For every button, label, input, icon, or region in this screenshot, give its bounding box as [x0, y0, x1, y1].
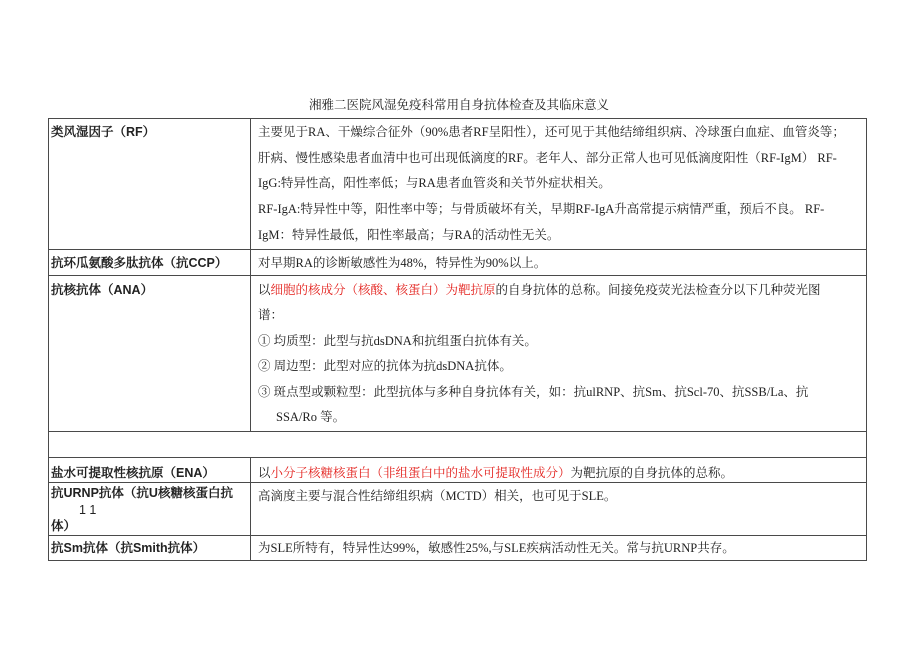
empty-cell	[49, 432, 867, 458]
highlighted-text: 小分子核糖核蛋白（非组蛋白中的盐水可提取性成分）	[270, 466, 571, 481]
heading-subscript-line: 1 1	[79, 502, 97, 517]
row-heading	[49, 483, 251, 536]
row-description	[251, 275, 867, 432]
heading-line: 抗URNP抗体（抗U核糖核蛋白抗	[51, 486, 233, 501]
description-line	[258, 278, 866, 304]
highlighted-text: 细胞的核成分（核酸、核蛋白）为靶抗原	[270, 282, 496, 297]
table-row	[49, 249, 867, 275]
description-line: 谱：	[258, 308, 284, 323]
intro-text: 以	[258, 466, 271, 481]
row-heading: 类风湿因子（RF）	[49, 119, 251, 250]
table-row	[49, 535, 867, 560]
description-line: 主要见于RA、干燥综合征外（90%患者RF呈阳性），还可见于其他结缔组织病、冷球蛋白血症、血管炎等；	[258, 125, 845, 139]
table-row	[49, 275, 867, 432]
description-line: IgM：特异性最低，阳性率最高；与RA的活动性无关。	[258, 227, 560, 242]
pattern-peripheral: ② 周边型：此型对应的抗体为抗dsDNA抗体。	[258, 359, 512, 374]
row-heading: 抗Sm抗体（抗Smith抗体）	[49, 535, 251, 560]
pattern-speckled: ③ 斑点型或颗粒型：此型抗体与多种自身抗体有关，如：抗ulRNP、抗Sm、抗Scl-70、抗SSB/La、抗	[258, 384, 809, 399]
heading-line: 体）	[51, 519, 77, 534]
document-title: 湘雅二医院风湿免疫科常用自身抗体检查及其临床意义	[308, 98, 609, 112]
description-line: 为SLE所特有，特异性达99%，敏感性25%,与SLE疾病活动性无关。常与抗URNP共存。	[258, 540, 735, 555]
intro-text: 以	[258, 282, 271, 297]
description-line: RF-IgA:特异性中等，阳性率中等；与骨质破坏有关，早期RF-IgA升高常提示病情严重，预后不良。 RF-	[258, 202, 825, 217]
table-row	[49, 119, 867, 250]
description-line: IgG:特异性高，阳性率低；与RA患者血管炎和关节外症状相关。	[258, 176, 611, 191]
intro-text: 的自身抗体的总称。间接免疫荧光法检查分以下几种荧光图	[495, 282, 821, 297]
pattern-homogeneous: ① 均质型：此型与抗dsDNA和抗组蛋白抗体有关。	[258, 333, 537, 348]
intro-text: 为靶抗原的自身抗体的总称。	[570, 466, 734, 481]
row-description	[251, 535, 867, 560]
empty-row	[49, 432, 867, 458]
pattern-speckled-continued: SSA/Ro 等。	[276, 410, 346, 425]
description-line	[258, 464, 866, 482]
row-description	[251, 483, 867, 536]
row-description	[251, 119, 867, 250]
description-line: 肝病、慢性感染患者血清中也可出现低滴度的RF。老年人、部分正常人也可见低滴度阳性（RF-IgM） RF-	[258, 150, 837, 165]
description-line: 对早期RA的诊断敏感性为48%，特异性为90%以上。	[258, 255, 547, 270]
antibody-table	[48, 118, 867, 561]
row-heading: 盐水可提取性核抗原（ENA）	[49, 458, 251, 483]
row-description	[251, 249, 867, 275]
row-heading: 抗环瓜氨酸多肽抗体（抗CCP）	[49, 249, 251, 275]
table-row	[49, 458, 867, 483]
description-line: 高滴度主要与混合性结缔组织病（MCTD）相关，也可见于SLE。	[258, 489, 617, 504]
table-row	[49, 483, 867, 536]
row-heading: 抗核抗体（ANA）	[49, 275, 251, 432]
row-description	[251, 458, 867, 483]
